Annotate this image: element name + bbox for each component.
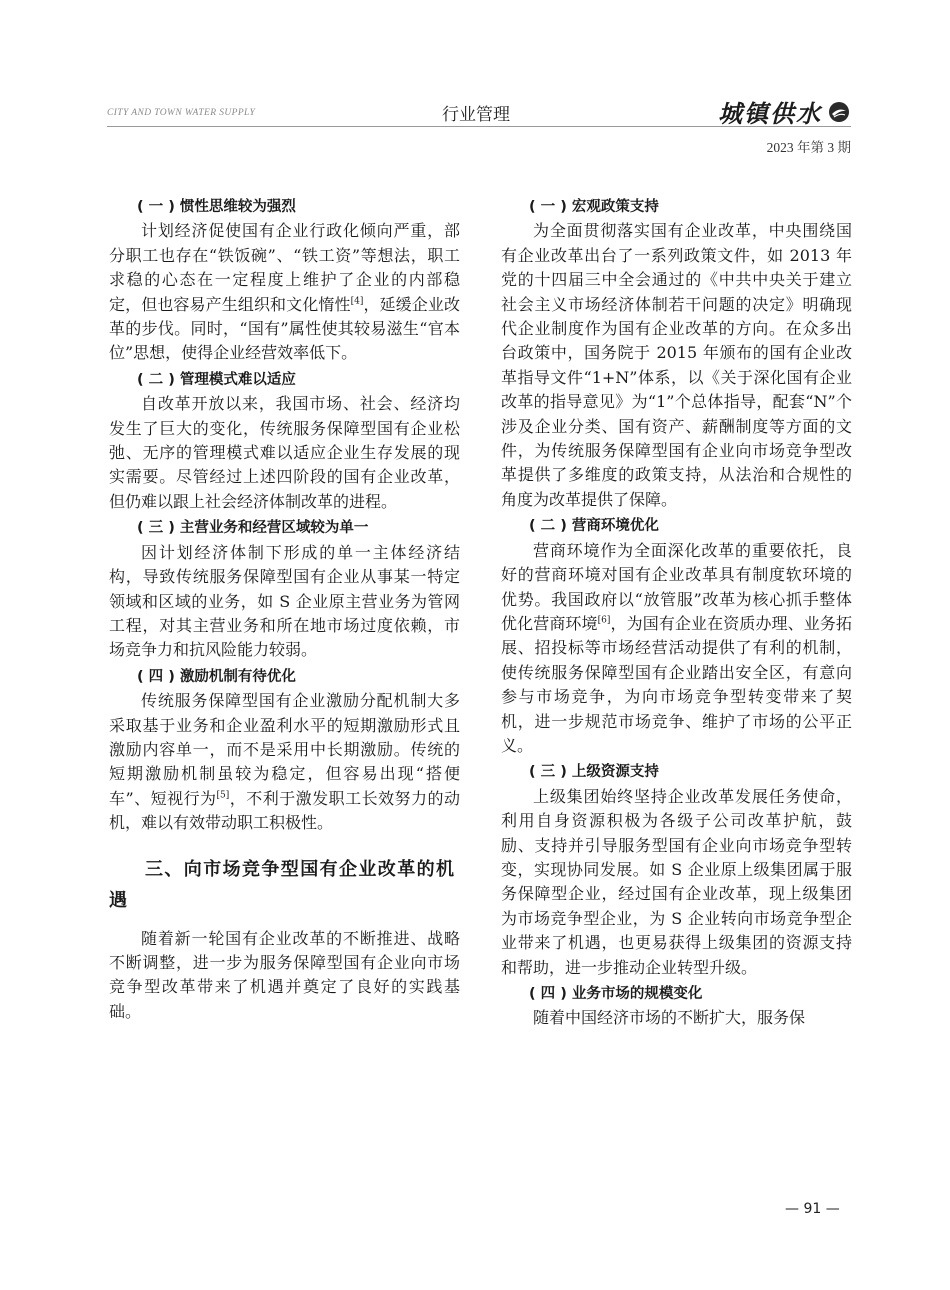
section-heading: ( 一 ) 宏观政策支持 <box>529 199 659 215</box>
paragraph: 因计划经济体制下形成的单一主体经济结构，导致传统服务保障型国有企业从事某一特定领域和区域的业务，如 S 企业原主营业务为管网工程，对其主营业务和所在地市场过度依赖，市场竞争力和抗风险能力较弱。 <box>109 542 460 660</box>
section-heading: ( 一 ) 惯性思维较为强烈 <box>137 199 296 215</box>
journal-english-title: CITY AND TOWN WATER SUPPLY <box>107 108 256 118</box>
journal-logo <box>718 94 850 129</box>
paragraph: 自改革开放以来，我国市场、社会、经济均发生了巨大的变化，传统服务保障型国有企业松弛、无序的管理模式难以适应企业生存发展的现实需要。尽管经过上述四阶段的国有企业改革，但仍难以跟上社会经济体制改革的进程。 <box>109 394 460 511</box>
section-heading: ( 三 ) 上级资源支持 <box>529 764 659 781</box>
paragraph: 传统服务保障型国有企业激励分配机制大多采取基于业务和企业盈利水平的短期激励形式且激励内容单一，而不是采用中长期激励。传统的短期激励机制虽较为稳定，但容易出现“搭便车”、短视行为[5]，不利于激发职工长效努力的动机，难以有效带动职工积极性。 <box>109 691 460 833</box>
section-heading: ( 四 ) 业务市场的规模变化 <box>529 986 703 1002</box>
header-rule <box>107 126 851 127</box>
paragraph: 上级集团始终坚持企业改革发展任务使命，利用自身资源积极为各级子公司改革护航，鼓励、支持并引导服务型国有企业向市场竞争型转变，实现协同发展。如 S 企业原上级集团属于服务保障型企业，经过国有企业改革，现上级集团为市场竞争型企业，为 S 企业转向市场竞争型企业带来了机遇，也更易获得上级集团的资源支持和帮助，进一步推动企业转型升级。 <box>501 786 852 977</box>
citation: [5] <box>216 790 230 801</box>
journal-logo-text: 城镇供水 <box>718 99 822 128</box>
paragraph: 营商环境作为全面深化改革的重要依托，良好的营商环境对国有企业改革具有制度软环境的优势。我国政府以“放管服”改革为核心抓手整体优化营商环境[6]，为国有企业在资质办理、业务拓展、招投标等市场经营活动提供了有利的机制，使传统服务保障型国有企业踏出安全区，有意向参与市场竞争，为向市场竞争型转变带来了契机，进一步规范市场竞争、维护了市场的公平正义。 <box>501 540 852 755</box>
issue-label: 2023 年第 3 期 <box>766 140 851 155</box>
water-drop-emblem-icon <box>828 101 850 123</box>
section-heading: ( 三 ) 主营业务和经营区域较为单一 <box>137 520 369 537</box>
paragraph: 随着新一轮国有企业改革的不断推进、战略不断调整，进一步为服务保障型国有企业向市场竞争型改革带来了机遇并奠定了良好的实践基础。 <box>109 928 460 1021</box>
paragraph: 计划经济促使国有企业行政化倾向严重，部分职工也存在“铁饭碗”、“铁工资”等想法，职工求稳的心态在一定程度上维护了企业的内部稳定，但也容易产生组织和文化惰性[4]，延缓企业改革的步伐。同时，“国有”属性使其较易滋生“官本位”思想，使得企业经营效率低下。 <box>109 221 460 363</box>
paragraph: 随着中国经济市场的不断扩大，服务保 <box>533 1008 806 1028</box>
paragraph: 为全面贯彻落实国有企业改革，中央围绕国有企业改革出台了一系列政策文件，如 2013 年党的十四届三中全会通过的《中共中央关于建立社会主义市场经济体制若干问题的决定》明确现代企业制度作为国有企业改革的方向。在众多出台政策中，国务院于 2015 年颁布的国有企业改革指导文件“1+N”体系，以《关于深化国有企业改革的指导意见》为“1”个总体指导，配套“N”个涉及企业分类、国有资产、薪酬制度等方面的文件，为传统服务保障型国有企业向市场竞争型改革提供了多维度的政策支持，从法治和合规性的角度为改革提供了保障。 <box>501 221 852 509</box>
right-column <box>501 195 852 1031</box>
citation: [6] <box>597 615 611 626</box>
page-number: — 91 — <box>785 1201 840 1217</box>
left-column <box>109 195 460 1024</box>
section-heading: ( 二 ) 管理模式难以适应 <box>137 371 296 388</box>
citation: [4] <box>350 296 364 307</box>
section-title: 行业管理 <box>442 105 510 125</box>
chapter-heading: 三、向市场竞争型国有企业改革的机遇 <box>109 858 456 911</box>
section-heading: ( 二 ) 营商环境优化 <box>529 518 659 535</box>
section-heading: ( 四 ) 激励机制有待优化 <box>137 668 296 685</box>
